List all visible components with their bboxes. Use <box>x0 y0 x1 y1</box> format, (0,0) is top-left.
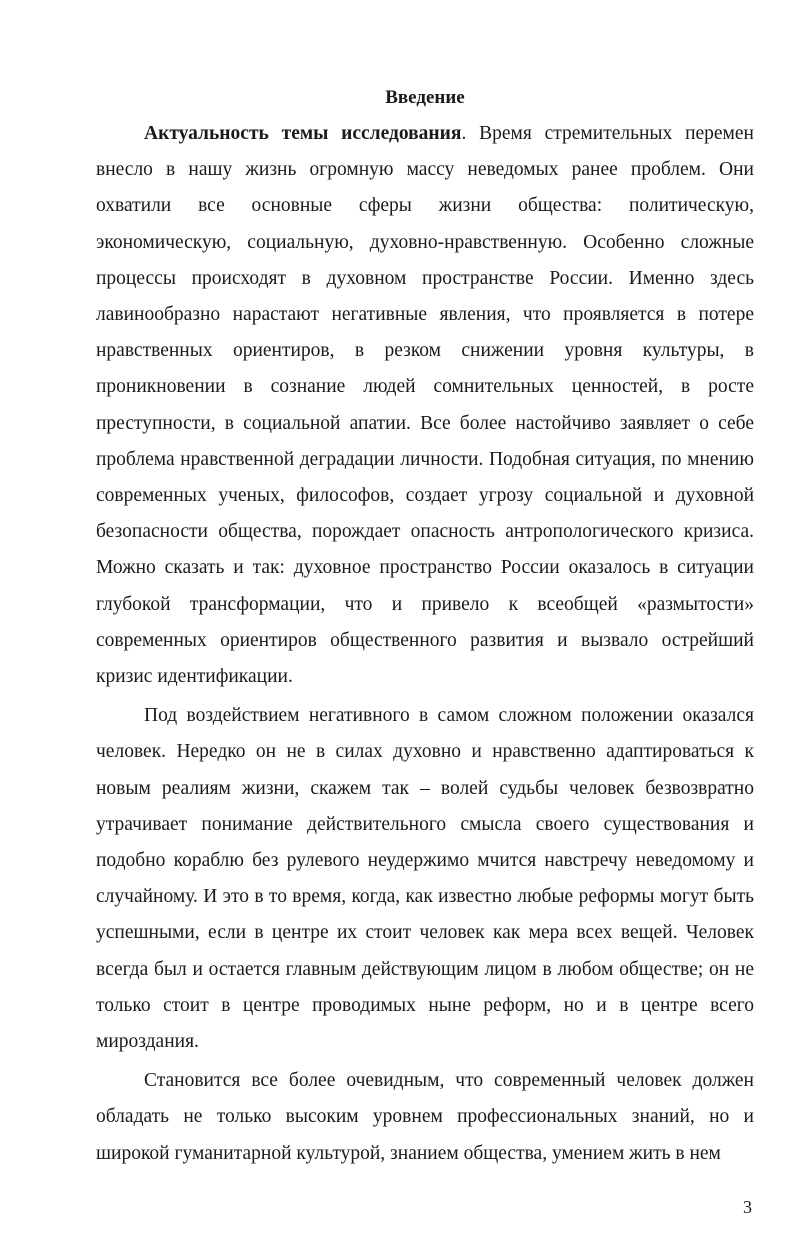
section-heading: Введение <box>385 87 465 108</box>
modern-person-text: Становится все более очевидным, что современный человек должен обладать не только высоким уровнем профессиональных знаний, но и широкой гуманитарной культурой, знанием общества, умением жить в нем <box>96 1070 754 1164</box>
relevance-text: . Время стремительных перемен внесло в нашу жизнь огромную массу неведомых ранее проблем. Они охватили все основные сферы жизни общества: политическую, экономическую, социальную, духовно-нравственную. Особенно сложные процессы происходят в духовном пространстве России. Именно здесь лавинообразно нарастают негативные явления, что проявляется в потере нравственных ориентиров, в резком снижении уровня культуры, в проникновении в сознание людей сомнительных ценностей, в росте преступности, в социальной апатии. Все более настойчиво заявляет о себе проблема нравственной деградации личности. Подобная ситуация, по мнению современных ученых, философов, создает угрозу социальной и духовной безопасности общества, порождает опасность антропологического кризиса. Можно сказать и так: духовное пространство России оказалось в ситуации глубокой трансформации, что и привело к всеобщей «размытости» современных ориентиров общественного развития и вызвало острейший кризис идентификации. <box>96 123 754 688</box>
paragraph-relevance <box>96 116 754 695</box>
document-page <box>96 84 754 1172</box>
paragraph-modern-person <box>96 1063 754 1172</box>
paragraph-human <box>96 698 754 1060</box>
page-number: 3 <box>743 1197 752 1217</box>
relevance-lead: Актуальность темы исследования <box>144 123 462 144</box>
human-text: Под воздействием негативного в самом сложном положении оказался человек. Нередко он не в силах духовно и нравственно адаптироваться к новым реалиям жизни, скажем так – волей судьбы человек безвозвратно утрачивает понимание действительного смысла своего существования и подобно кораблю без рулевого неудержимо мчится навстречу неведомому и случайному. И это в то время, когда, как известно любые реформы могут быть успешными, если в центре их стоит человек как мера всех вещей. Человек всегда был и остается главным действующим лицом в любом обществе; он не только стоит в центре проводимых ныне реформ, но и в центре всего мироздания. <box>96 705 754 1053</box>
